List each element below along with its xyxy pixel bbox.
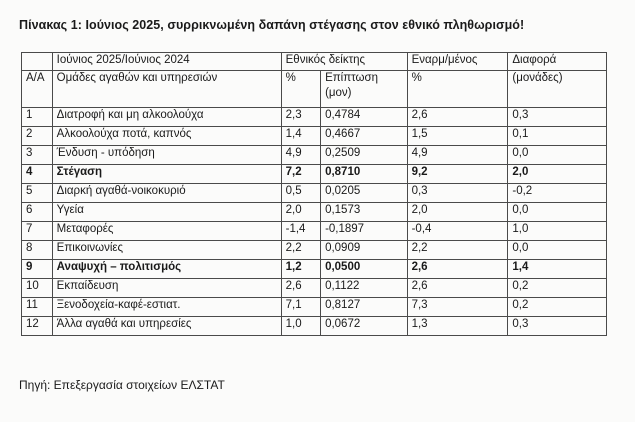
table-title: Πίνακας 1: Ιούνιος 2025, συρρικνωμένη δαπάνη στέγασης στον εθνικό πληθωρισμό! <box>19 18 525 32</box>
row-number: 6 <box>22 203 53 222</box>
row-number: 10 <box>22 279 53 298</box>
row-number: 4 <box>22 165 53 184</box>
row-harmonised-pct: 1,3 <box>407 317 508 336</box>
row-impact: 0,2509 <box>321 146 408 165</box>
row-difference: 0,3 <box>508 317 607 336</box>
header-empty-cell <box>22 53 53 71</box>
row-difference: 0,0 <box>508 146 607 165</box>
source-note: Πηγή: Επεξεργασία στοιχείων ΕΛΣΤΑΤ <box>19 378 225 392</box>
header-units: (μονάδες) <box>508 71 607 108</box>
row-category: Ξενοδοχεία-καφέ-εστιατ. <box>52 298 281 317</box>
row-national-pct: 2,2 <box>281 241 320 260</box>
row-number: 2 <box>22 127 53 146</box>
header-impact-label: Επίπτωση (μον) <box>325 72 379 99</box>
table-row <box>22 260 607 279</box>
row-number: 11 <box>22 298 53 317</box>
header-difference: Διαφορά <box>508 53 607 71</box>
row-difference: 0,0 <box>508 241 607 260</box>
header-row-period <box>22 53 607 71</box>
row-national-pct: 4,9 <box>281 146 320 165</box>
header-pct-national: % <box>281 71 320 108</box>
row-harmonised-pct: 4,9 <box>407 146 508 165</box>
row-impact: -0,1897 <box>321 222 408 241</box>
row-harmonised-pct: 7,3 <box>407 298 508 317</box>
row-category: Διατροφή και μη αλκοολούχα <box>52 108 281 127</box>
row-harmonised-pct: 2,6 <box>407 108 508 127</box>
header-aa: Α/Α <box>22 71 53 108</box>
header-groups <box>52 71 281 108</box>
row-national-pct: 2,6 <box>281 279 320 298</box>
row-harmonised-pct: 9,2 <box>407 165 508 184</box>
table-row <box>22 279 607 298</box>
row-category: Διαρκή αγαθά-νοικοκυριό <box>52 184 281 203</box>
row-impact: 0,1573 <box>321 203 408 222</box>
table-row <box>22 298 607 317</box>
header-groups-label: Ομάδες αγαθών και υπηρεσιών <box>56 72 218 84</box>
row-difference: 1,4 <box>508 260 607 279</box>
row-category: Ένδυση - υπόδηση <box>52 146 281 165</box>
row-number: 12 <box>22 317 53 336</box>
row-category: Εκπαίδευση <box>52 279 281 298</box>
row-national-pct: 1,2 <box>281 260 320 279</box>
table-row <box>22 222 607 241</box>
header-national-index: Εθνικός δείκτης <box>281 53 407 71</box>
row-national-pct: 7,2 <box>281 165 320 184</box>
table-row <box>22 317 607 336</box>
row-harmonised-pct: 2,0 <box>407 203 508 222</box>
table-row <box>22 146 607 165</box>
row-difference: 1,0 <box>508 222 607 241</box>
row-category: Αλκοολούχα ποτά, καπνός <box>52 127 281 146</box>
row-difference: 0,2 <box>508 298 607 317</box>
row-harmonised-pct: 2,6 <box>407 260 508 279</box>
row-national-pct: 2,0 <box>281 203 320 222</box>
row-national-pct: -1,4 <box>281 222 320 241</box>
row-national-pct: 2,3 <box>281 108 320 127</box>
row-national-pct: 1,4 <box>281 127 320 146</box>
row-category: Επικοινωνίες <box>52 241 281 260</box>
table-row <box>22 241 607 260</box>
header-pct-harmonised: % <box>407 71 508 108</box>
row-category: Άλλα αγαθά και υπηρεσίες <box>52 317 281 336</box>
row-national-pct: 1,0 <box>281 317 320 336</box>
row-category: Υγεία <box>52 203 281 222</box>
row-impact: 0,0672 <box>321 317 408 336</box>
row-difference: -0,2 <box>508 184 607 203</box>
row-impact: 0,0205 <box>321 184 408 203</box>
row-harmonised-pct: 1,5 <box>407 127 508 146</box>
row-number: 9 <box>22 260 53 279</box>
row-impact: 0,8127 <box>321 298 408 317</box>
table-row <box>22 184 607 203</box>
row-harmonised-pct: 2,6 <box>407 279 508 298</box>
row-impact: 0,4784 <box>321 108 408 127</box>
header-row-columns <box>22 71 607 108</box>
table-row <box>22 108 607 127</box>
row-national-pct: 7,1 <box>281 298 320 317</box>
row-difference: 2,0 <box>508 165 607 184</box>
row-impact: 0,0909 <box>321 241 408 260</box>
row-difference: 0,3 <box>508 108 607 127</box>
row-harmonised-pct: 0,3 <box>407 184 508 203</box>
row-number: 8 <box>22 241 53 260</box>
row-harmonised-pct: 2,2 <box>407 241 508 260</box>
row-category: Στέγαση <box>52 165 281 184</box>
header-impact <box>321 71 408 108</box>
row-category: Μεταφορές <box>52 222 281 241</box>
row-number: 7 <box>22 222 53 241</box>
table-row <box>22 127 607 146</box>
row-category: Αναψυχή – πολιτισμός <box>52 260 281 279</box>
row-difference: 0,2 <box>508 279 607 298</box>
row-number: 5 <box>22 184 53 203</box>
table-row <box>22 203 607 222</box>
header-period: Ιούνιος 2025/Ιούνιος 2024 <box>52 53 281 71</box>
row-number: 3 <box>22 146 53 165</box>
row-impact: 0,4667 <box>321 127 408 146</box>
row-difference: 0,0 <box>508 203 607 222</box>
row-number: 1 <box>22 108 53 127</box>
table-row <box>22 165 607 184</box>
row-impact: 0,1122 <box>321 279 408 298</box>
row-national-pct: 0,5 <box>281 184 320 203</box>
row-difference: 0,1 <box>508 127 607 146</box>
header-harmonised: Εναρμ/μένος <box>407 53 508 71</box>
row-impact: 0,0500 <box>321 260 408 279</box>
row-impact: 0,8710 <box>321 165 408 184</box>
row-harmonised-pct: -0,4 <box>407 222 508 241</box>
inflation-table <box>21 52 607 336</box>
